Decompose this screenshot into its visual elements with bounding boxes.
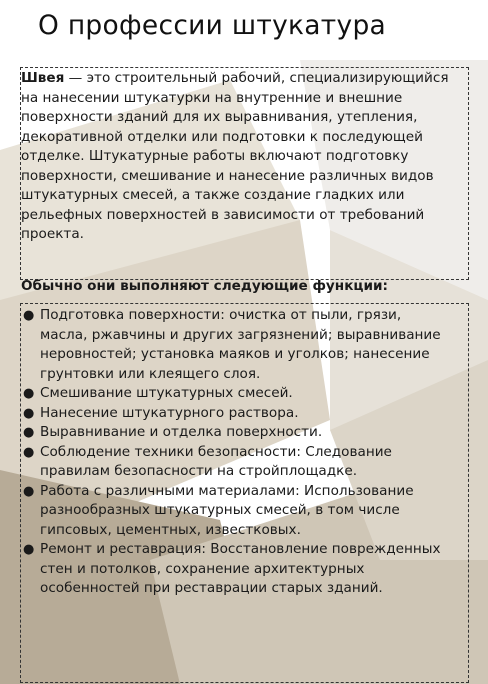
list-item: ● Соблюдение техники безопасности: Следование правилам безопасности на стройплощадке. <box>23 443 392 479</box>
bullet-icon: ● <box>23 308 35 323</box>
list-item: ● Выравнивание и отделка поверхности. <box>20 423 450 443</box>
bullet-icon: ● <box>23 386 35 401</box>
functions-list <box>20 306 450 599</box>
bullet-icon: ● <box>23 542 35 557</box>
intro-paragraph <box>21 69 467 245</box>
bullet-icon: ● <box>23 405 35 421</box>
list-item: ● Нанесение штукатурного раствора. <box>20 404 450 424</box>
page-title: О профессии штукатура <box>38 10 387 41</box>
intro-text: — это строительный рабочий, специализирующийся на нанесении штукатурки на внутренние и внешние поверхности зданий для их выравнивания, утепления, декоративной отделки или подготовки к последующей отделке. Штукатурные работы включают подготовку поверхности, смешивание и нанесение различных видов штукатурных смесей, а также создание гладких или рельефных поверхностей в зависимости от требований проекта. <box>21 70 449 242</box>
bullet-icon: ● <box>23 425 35 440</box>
intro-term: Швея <box>21 70 65 86</box>
list-item: ● Подготовка поверхности: очистка от пыли, грязи, масла, ржавчины и других загрязнений; выравнивание неровностей; установка маяков и уголков; нанесение грунтовки или клеящего слоя. <box>23 307 441 382</box>
bullet-icon: ● <box>23 444 35 460</box>
bullet-icon: ● <box>23 483 35 499</box>
functions-heading: Обычно они выполняют следующие функции: <box>21 278 388 294</box>
list-item: ● Смешивание штукатурных смесей. <box>20 384 450 404</box>
list-item: ● Ремонт и реставрация: Восстановление поврежденных стен и потолков, сохранение архитектурных особенностей при реставрации старых зданий. <box>23 541 441 596</box>
list-item: ● Работа с различными материалами: Использование разнообразных штукатурных смесей, в том числе гипсовых, цементных, известковых. <box>23 482 414 538</box>
